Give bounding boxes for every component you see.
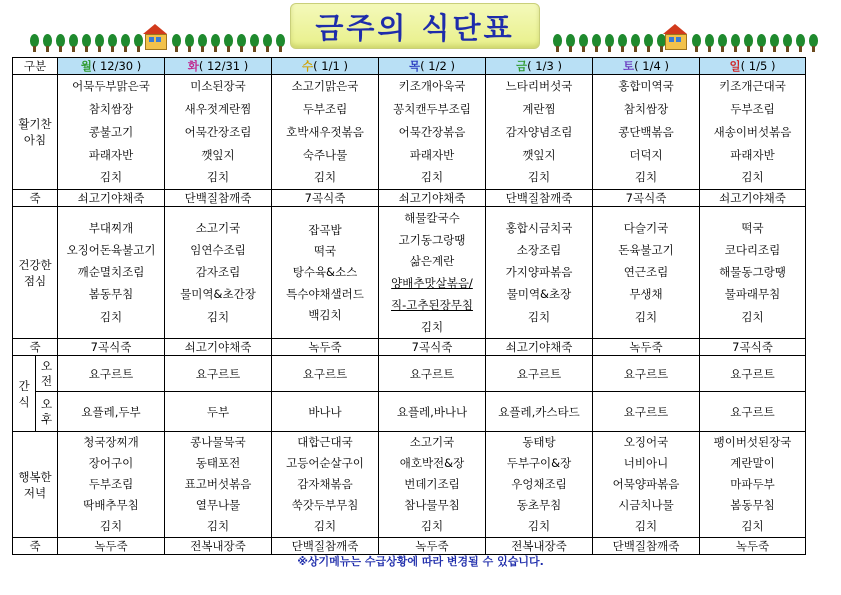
dinner-mon: 청국장찌개 장어구이 두부조림 딱배추무침 김치	[58, 432, 165, 538]
breakfast-sun: 키조개근대국 두부조림 새송이버섯볶음 파래자반 김치	[700, 75, 806, 190]
breakfast-fri: 느타리버섯국 계란찜 감자양념조림 깻잎지 김치	[486, 75, 593, 190]
breakfast-porridge-wed: 7곡식죽	[272, 190, 379, 207]
dinner-porridge-thu: 녹두죽	[379, 538, 486, 555]
dinner-porridge-mon: 녹두죽	[58, 538, 165, 555]
header-gubun: 구분	[13, 58, 58, 75]
breakfast-porridge-label: 죽	[13, 190, 58, 207]
snack-label: 간 식	[13, 356, 36, 432]
breakfast-porridge-thu: 쇠고기야채죽	[379, 190, 486, 207]
breakfast-porridge-sat: 7곡식죽	[593, 190, 700, 207]
breakfast-wed: 소고기맑은국 두부조림 호박새우젓볶음 숙주나물 김치	[272, 75, 379, 190]
snack-am-sat: 요구르트	[593, 356, 700, 392]
snack-pm-row	[13, 392, 806, 432]
tree-row-left	[30, 32, 143, 52]
dinner-wed: 대합근대국 고등어순살구이 감자채볶음 쑥갓두부무침 김치	[272, 432, 379, 538]
snack-pm-thu: 요플레,바나나	[379, 392, 486, 432]
dinner-tue: 콩나물묵국 동태포전 표고버섯볶음 열무나물 김치	[165, 432, 272, 538]
menu-table	[12, 57, 806, 555]
snack-pm-sat: 요구르트	[593, 392, 700, 432]
tree-row-right-2	[692, 32, 818, 52]
snack-am-sun: 요구르트	[700, 356, 806, 392]
lunch-porridge-sat: 녹두죽	[593, 339, 700, 356]
breakfast-porridge-fri: 단백질참깨죽	[486, 190, 593, 207]
snack-pm-tue: 두부	[165, 392, 272, 432]
lunch-porridge-row	[13, 339, 806, 356]
footer-note: ※상기메뉴는 수급상황에 따라 변경될 수 있습니다.	[297, 555, 544, 568]
lunch-label: 건강한 점심	[13, 207, 58, 339]
header-day-sun: 일( 1/5 )	[700, 58, 806, 75]
breakfast-tue: 미소된장국 새우젓계란찜 어묵간장조림 깻잎지 김치	[165, 75, 272, 190]
dinner-porridge-wed: 단백질참깨죽	[272, 538, 379, 555]
dinner-sun: 팽이버섯된장국 계란말이 마파두부 봄동무침 김치	[700, 432, 806, 538]
lunch-thu: 해물칼국수 고기동그랑땡 삶은계란 양배추맛살볶음/ 직-고추된장무침 김치	[379, 207, 486, 339]
lunch-porridge-sun: 7곡식죽	[700, 339, 806, 356]
snack-am-thu: 요구르트	[379, 356, 486, 392]
header-day-wed: 수( 1/1 )	[272, 58, 379, 75]
lunch-porridge-label: 죽	[13, 339, 58, 356]
lunch-porridge-mon: 7곡식죽	[58, 339, 165, 356]
lunch-porridge-wed: 녹두죽	[272, 339, 379, 356]
snack-am-label: 오 전	[36, 356, 58, 392]
snack-pm-mon: 요플레,두부	[58, 392, 165, 432]
lunch-sat: 다슬기국 돈육불고기 연근조림 무생채 김치	[593, 207, 700, 339]
dinner-porridge-tue: 전복내장죽	[165, 538, 272, 555]
snack-pm-wed: 바나나	[272, 392, 379, 432]
lunch-porridge-fri: 쇠고기야채죽	[486, 339, 593, 356]
breakfast-row	[13, 75, 806, 190]
breakfast-label: 활기찬 아침	[13, 75, 58, 190]
dinner-porridge-sat: 단백질참깨죽	[593, 538, 700, 555]
dinner-porridge-label: 죽	[13, 538, 58, 555]
tree-row-left-2	[172, 32, 285, 52]
breakfast-sat: 홍합미역국 참치쌈장 콩단백볶음 더덕지 김치	[593, 75, 700, 190]
lunch-porridge-tue: 쇠고기야채죽	[165, 339, 272, 356]
header-day-tue: 화( 12/31 )	[165, 58, 272, 75]
snack-am-mon: 요구르트	[58, 356, 165, 392]
dinner-porridge-row	[13, 538, 806, 555]
lunch-tue: 소고기국 임연수조림 감자조림 물미역&초간장 김치	[165, 207, 272, 339]
header-row	[13, 58, 806, 75]
dinner-porridge-fri: 전복내장죽	[486, 538, 593, 555]
snack-am-tue: 요구르트	[165, 356, 272, 392]
tree-row-right	[553, 32, 666, 52]
lunch-sun: 떡국 코다리조림 해물동그랑땡 물파래무침 김치	[700, 207, 806, 339]
breakfast-porridge-mon: 쇠고기야채죽	[58, 190, 165, 207]
lunch-porridge-thu: 7곡식죽	[379, 339, 486, 356]
dinner-fri: 동태탕 두부구이&장 우엉채조림 동초무침 김치	[486, 432, 593, 538]
page-title: 금주의 식단표	[290, 3, 540, 49]
lunch-row	[13, 207, 806, 339]
house-icon	[143, 24, 167, 50]
dinner-row	[13, 432, 806, 538]
snack-am-row	[13, 356, 806, 392]
breakfast-porridge-row	[13, 190, 806, 207]
dinner-label: 행복한 저녁	[13, 432, 58, 538]
lunch-mon: 부대찌개 오징어돈육불고기 깨순멸치조림 봄동무침 김치	[58, 207, 165, 339]
header-day-fri: 금( 1/3 )	[486, 58, 593, 75]
breakfast-thu: 키조개아욱국 꽁치캔두부조림 어묵간장볶음 파래자반 김치	[379, 75, 486, 190]
breakfast-mon: 어묵두부맑은국 참치쌈장 콩불고기 파래자반 김치	[58, 75, 165, 190]
snack-pm-label: 오 후	[36, 392, 58, 432]
snack-pm-fri: 요플레,카스타드	[486, 392, 593, 432]
dinner-thu: 소고기국 애호박전&장 번데기조림 참나물무침 김치	[379, 432, 486, 538]
house-icon-right	[663, 24, 687, 50]
snack-am-fri: 요구르트	[486, 356, 593, 392]
header-day-mon: 월( 12/30 )	[58, 58, 165, 75]
snack-pm-sun: 요구르트	[700, 392, 806, 432]
dinner-sat: 오징어국 너비아니 어묵양파볶음 시금치나물 김치	[593, 432, 700, 538]
lunch-fri: 홍합시금치국 소장조림 가지양파볶음 물미역&초장 김치	[486, 207, 593, 339]
breakfast-porridge-tue: 단백질참깨죽	[165, 190, 272, 207]
header-day-thu: 목( 1/2 )	[379, 58, 486, 75]
lunch-wed: 잡곡밥 떡국 탕수육&소스 특수야채샐러드 백김치	[272, 207, 379, 339]
dinner-porridge-sun: 녹두죽	[700, 538, 806, 555]
breakfast-porridge-sun: 쇠고기야채죽	[700, 190, 806, 207]
snack-am-wed: 요구르트	[272, 356, 379, 392]
header-day-sat: 토( 1/4 )	[593, 58, 700, 75]
